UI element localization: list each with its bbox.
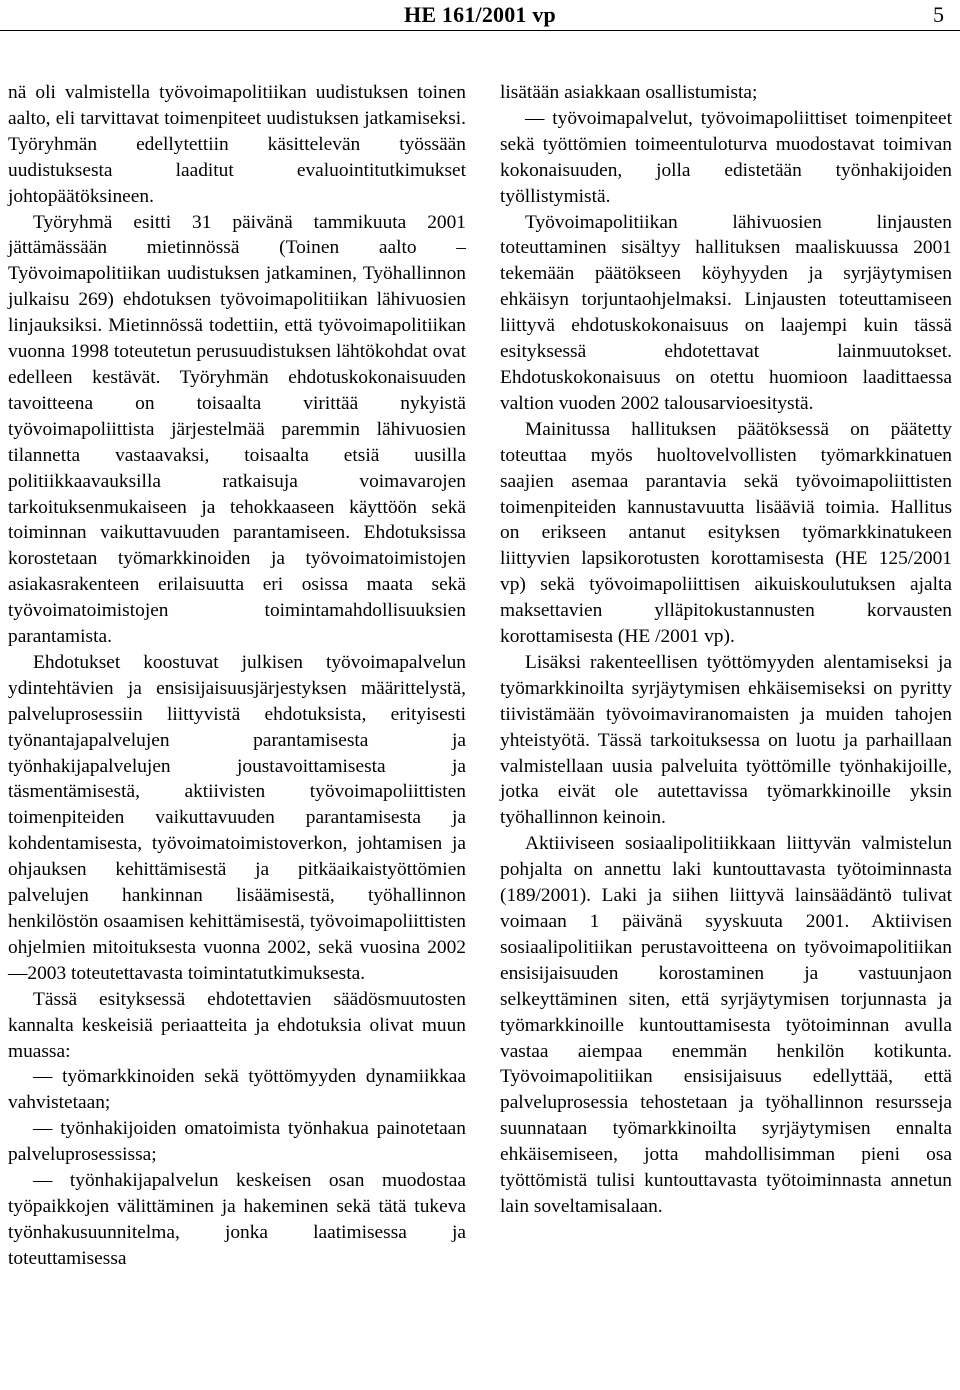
document-id: HE 161/2001 vp (404, 2, 556, 27)
list-item: — työvoimapalvelut, työvoimapoliittiset toimenpiteet sekä työttömien toimeentuloturva muodostavat toimivan kokonaisuuden, jolla edistetään työnhakijoiden työllistymistä. (500, 107, 952, 207)
left-column (8, 80, 466, 1272)
header-divider (0, 30, 960, 31)
paragraph: Työryhmä esitti 31 päivänä tammikuuta 2001 jättämässään mietinnössä (Toinen aalto – Työvoimapolitiikan uudistuksen jatkaminen, Työhallinnon julkaisu 269) ehdotuksen työvoimapolitiikan lähivuosien linjauksiksi. Mietinnössä todettiin, että työvoimapolitiikan vuonna 1998 toteutetun perusuudistuksen lähtökohdat ovat edelleen kestävät. Työryhmän ehdotuskokonaisuuden tavoitteena on toisaalta virittää nykyistä työvoimapoliittista järjestelmää paremmin lähivuosien tilannetta vastaavaksi, toisaalta etsiä uusilla politiikkaavauksilla ratkaisuja voimavarojen tarkoituksenmukaiseen ja tehokkaaseen käyttöön sekä toiminnan vaikuttavuuden parantamiseen. Ehdotuksissa korostetaan työmarkkinoiden ja työvoimatoimistojen asiakasrakenteen erilaisuutta eri osissa maata sekä työvoimatoimistojen toimintamahdollisuuksien parantamista. (8, 211, 466, 648)
paragraph: Ehdotukset koostuvat julkisen työvoimapalvelun ydintehtävien ja ensisijaisuusjärjestyksen määrittelystä, palveluprosessiin liittyvistä ehdotuksista, erityisesti työnantajapalvelujen parantamisesta ja työnhakijapalvelujen joustavoittamisesta ja täsmentämisestä, aktiivisten työvoimapoliittisten toimenpiteiden vaikuttavuuden parantamisesta ja kohdentamisesta, työvoimatoimistoverkon, johtamisen ja ohjauksen kehittämisestä ja pitkäaikaistyöttömien palvelujen hankinnan lisäämisestä, työhallinnon henkilöstön osaamisen kehittämisestä, työvoimapoliittisten ohjelmien mitoituksesta vuonna 2002, sekä vuosina 2002—2003 toteutettavasta toimintatutkimuksesta. (8, 651, 466, 984)
paragraph: Mainitussa hallituksen päätöksessä on päätetty toteuttaa myös huoltovelvollisten työmarkkinatuen saajien asemaa parantavia sekä työvoimapoliittisten toimenpiteiden kannustavuutta lisääviä toimia. Hallitus on erikseen antanut esityksen työmarkkinatukeen liittyvien lapsikorotusten korottamisesta (HE 125/2001 vp) sekä työvoimapoliittisen aikuiskoulutuksen ajalta maksettavien ylläpitokustannusten korvausten korottamisesta (HE /2001 vp). (500, 418, 952, 648)
paragraph: Aktiiviseen sosiaalipolitiikkaan liittyvän valmistelun pohjalta on annettu laki kuntouttavasta työtoiminnasta (189/2001). Laki ja siihen liittyvä lainsäädäntö tulivat voimaan 1 päivänä syyskuuta 2001. Aktiivisen sosiaalipolitiikan perustavoitteena on työvoimapolitiikan ensisijaisuuden korostaminen ja vastuunjaon selkeyttäminen siten, että syrjäytymisen torjunnasta ja työmarkkinoille kuntouttamisesta työtoiminnan avulla vastaa aiempaa enemmän henkilön kotikunta. Työvoimapolitiikan ensisijaisuus edellyttää, että palveluprosessia tehostetaan ja työhallinnon resursseja suunnataan työmarkkinoilta syrjäytymisen ennalta ehkäisemiseen, jotta mahdollisimman pieni osa työttömistä tulisi kuntouttavasta työtoiminnasta annetun lain soveltamisalaan. (500, 833, 952, 1217)
right-column (500, 80, 952, 1220)
paragraph: nä oli valmistella työvoimapolitiikan uudistuksen toinen aalto, eli tarvittavat toimenpiteet uudistuksen jatkamiseksi. Työryhmän edellytettiin käsittelevän työssään uudistuksesta laaditut evaluointitutkimukset johtopäätöksineen. (8, 82, 466, 207)
page-header (0, 0, 960, 36)
paragraph: Tässä esityksessä ehdotettavien säädösmuutosten kannalta keskeisiä periaatteita ja ehdotuksia olivat muun muassa: (8, 988, 466, 1062)
paragraph: lisätään asiakkaan osallistumista; (500, 82, 758, 103)
paragraph: Työvoimapolitiikan lähivuosien linjausten toteuttaminen sisältyy hallituksen maaliskuussa 2001 tekemään päätökseen köyhyyden ja syrjäytymisen ehkäisyn torjuntaohjelmaksi. Linjausten toteuttamiseen liittyvä ehdotuskokonaisuus on laajempi kuin tässä esityksessä ehdotettavat lainmuutokset. Ehdotuskokonaisuus on otettu huomioon laadittaessa valtion vuoden 2002 talousarvioesitystä. (500, 211, 952, 414)
page-number: 5 (933, 2, 944, 27)
list-item: — työnhakijoiden omatoimista työnhakua painotetaan palveluprosessissa; (8, 1118, 466, 1166)
list-item: — työmarkkinoiden sekä työttömyyden dynamiikkaa vahvistetaan; (8, 1066, 466, 1114)
paragraph: Lisäksi rakenteellisen työttömyyden alentamiseksi ja työmarkkinoilta syrjäytymisen ehkäisemiseksi on pyritty tiivistämään työvoimaviranomaisten ja muiden tahojen yhteistyötä. Tässä tarkoituksessa on luotu ja parhaillaan valmistellaan uusia palveluita työttömille työnhakijoille, jotka eivät ole autettavissa työmarkkinoille yksin työhallinnon keinoin. (500, 651, 952, 829)
list-item: — työnhakijapalvelun keskeisen osan muodostaa työpaikkojen välittäminen ja hakeminen sekä tätä tukeva työnhakusuunnitelma, jonka laatimisessa ja toteuttamisessa (8, 1170, 466, 1269)
